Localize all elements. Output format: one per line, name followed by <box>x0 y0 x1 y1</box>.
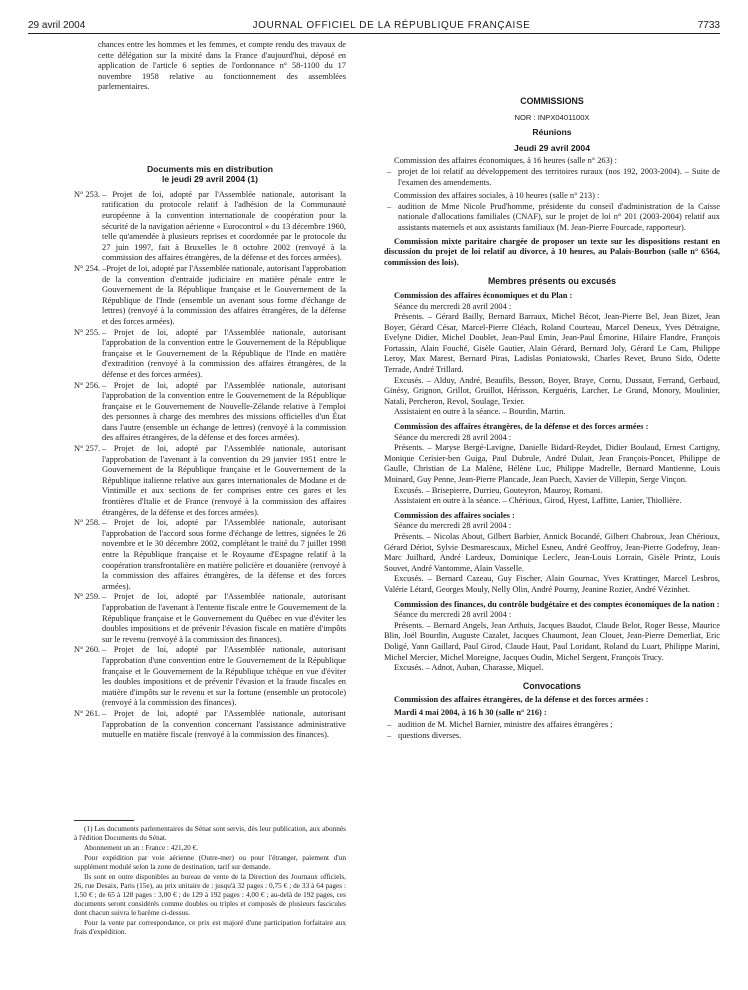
document-text: – Projet de loi, adopté par l'Assemblée nationale, autorisant la ratification du protocole relatif à l'adhésion de la Communauté européenne à la convention internationale de coopération pour la sécurité de la navigation aérienne « Eurocontrol » du 13 décembre 1960, telle qu'amendée à plusieurs reprises et coordonnée par le protocole du 27 juin 1997, fait à Bruxelles le 8 octobre 2002 (renvoyé à la commission des affaires étrangères, de la défense et des forces armées). <box>102 189 346 263</box>
c1-item: – projet de loi relatif au développement des territoires ruraux (nos 192, 2003-2004). – Suite de l'examen des amendements. <box>384 167 720 188</box>
footnotes <box>74 824 346 937</box>
document-text: – Projet de loi, adopté par l'Assemblée nationale, autorisant l'approbation de l'avenant à l'entente fiscale entre le Gouvernement de la République française et le Gouvernement du Québec en vue d'éviter les doubles impositions et de prévenir l'évasion fiscale en matière d'impôts sur le revenu (renvoyé à la commission des finances). <box>102 592 346 644</box>
g3-excuses: Excusés. – Bernard Cazeau, Guy Fischer, Alain Gournac, Yves Krattinger, Marcel Lesbros, Valérie Létard, Georges Mouly, Nelly Olin, André Pourny, Jeanine Rozier, André Vézinhet. <box>384 574 720 594</box>
g3-seance: Séance du mercredi 28 avril 2004 : <box>394 521 512 531</box>
document-item <box>74 444 346 518</box>
reunions-title: Réunions <box>532 127 572 138</box>
document-number: N° 256. <box>74 380 101 390</box>
g1-excuses: Excusés. – Alduy, André, Beaufils, Besson, Boyer, Braye, Cornu, Dussaut, Ferrand, Gerbaud, Ginésy, Grignon, Grillot, Gruillot, Hérisson, Kerguéris, Larcher, Le Grand, Monory, Moulinier, Natali, Percheron, Revol, Soulage, Texier. <box>384 375 720 406</box>
document-item <box>74 709 346 741</box>
convocation-list <box>384 720 720 741</box>
document-item <box>74 190 346 264</box>
document-item <box>74 518 346 592</box>
g2-head: Commission des affaires étrangères, de la défense et des forces armées : <box>394 422 649 432</box>
right-column <box>384 96 720 742</box>
page-header <box>28 18 720 32</box>
document-item <box>74 328 346 381</box>
document-number: N° 258. <box>74 518 101 528</box>
g3-head: Commission des affaires sociales : <box>394 510 515 520</box>
document-text: – Projet de loi, adopté par l'Assemblée nationale, autorisant l'approbation de la convention entre le Gouvernement de la République française et le Gouvernement de la République de l'Inde en matière d'extradition (renvoyé à la commission des affaires étrangères, de la défense et des forces armées). <box>102 327 346 379</box>
document-number: N° 253. <box>74 189 101 199</box>
convocations-title: Convocations <box>522 680 582 691</box>
g2-assist: Assistaient en outre à la séance. – Chérioux, Girod, Hyest, Laffitte, Lanier, Thiollière. <box>394 496 682 506</box>
g2-excuses: Excusés. – Brisepierre, Durrieu, Gouteyron, Mauroy, Romani. <box>394 485 603 495</box>
g2-seance: Séance du mercredi 28 avril 2004 : <box>394 432 512 442</box>
g2-presents: Présents. – Maryse Bergé-Lavigne, Danielle Bidard-Reydet, Didier Boulaud, Ernest Cartigny, Monique Cerisier-ben Guiga, Paul Dubrule, André Dulait, Jean François-Poncet, Philippe de Gaulle, Christian de La Malène, Hélène Luc, Philippe Madrelle, Bernard Mantienne, Louis Moinard, Guy Penne, Jean-Pierre Plancade, Jean Puech, Xavier de Villepin, Serge Vinçon. <box>384 443 720 484</box>
c2-head: Commission des affaires sociales, à 10 heures (salle n° 213) : <box>394 191 600 201</box>
commissions-title: COMMISSIONS <box>520 96 584 106</box>
g4-seance: Séance du mercredi 28 avril 2004 : <box>394 610 512 620</box>
g1-seance: Séance du mercredi 28 avril 2004 : <box>394 301 512 311</box>
cmp-paragraph: Commission mixte paritaire chargée de proposer un texte sur les dispositions restant en discussion du projet de loi relatif au divorce, à 10 heures, au Palais-Bourbon (salle n° 6564, commission des lois). <box>384 236 720 267</box>
g1-assist: Assistaient en outre à la séance. – Bourdin, Martin. <box>394 407 566 417</box>
document-item <box>74 264 346 328</box>
c1-head: Commission des affaires économiques, à 16 heures (salle n° 263) : <box>394 156 617 166</box>
document-number: N° 260. <box>74 645 101 655</box>
document-item <box>74 645 346 709</box>
header-date: 29 avril 2004 <box>28 19 86 31</box>
document-number: N° 255. <box>74 327 101 337</box>
header-rule <box>28 33 720 34</box>
header-page-number: 7733 <box>697 19 720 31</box>
footnote-rule <box>74 820 134 821</box>
document-number: N° 254. <box>74 263 101 273</box>
nor-reference: NOR : INPX0401100X <box>514 112 590 122</box>
document-text: – Projet de loi, adopté par l'Assemblée nationale, autorisant l'approbation de l'accord sous forme d'échange de lettres, signées le 26 novembre et le 30 décembre 2002, complétant le traité du 7 juillet 1998 entre la République française et le Royaume d'Espagne relatif à la coopération transfrontalière en matière policière et douanière (renvoyé à la commission des affaires étrangères, de la défense et des forces armées). <box>102 518 346 591</box>
document-text: – Projet de loi, adopté par l'Assemblée nationale, autorisant l'approbation de l'avenant à la convention du 29 janvier 1951 entre le Gouvernement de la République française et le Gouvernement de la République italienne relative aux gares internationales de Modane et de Vintimille et aux sections de fer comprises entre ces gares et les frontières d'Italie et de France (renvoyé à la commission des affaires étrangères, de la défense et des forces armées). <box>102 444 346 517</box>
g3-presents: Présents. – Nicolas About, Gilbert Barbier, Annick Bocandé, Gilbert Chabroux, Jean Chérioux, Gérard Dériot, Sylvie Desmarescaux, Michel Esneu, André Geoffroy, Jean-Pierre Godefroy, Jean-Marc Juilhard, André Lardeux, Dominique Leclerc, Jean-Louis Lorrain, Gisèle Printz, Louis Souvet, André Vantomme, Alain Vasselle. <box>384 531 720 573</box>
c2-item: – audition de Mme Nicole Prud'homme, présidente du conseil d'administration de la Caisse nationale d'allocations familiales (CNAF), sur le projet de loi n° 201 (2003-2004) relatif aux assistants maternels et aux assistants familiaux (M. Jean-Pierre Fourcade, rapporteur). <box>384 202 720 234</box>
footnote-paragraph: Abonnement un an : France : 421,20 €. <box>84 843 199 852</box>
conv-date: Mardi 4 mai 2004, à 16 h 30 (salle n° 216) : <box>394 707 547 717</box>
document-text: –Projet de loi, adopté par l'Assemblée nationale, autorisant l'approbation de la convention d'entraide judiciaire en matière pénale entre le Gouvernement de la République française et le Gouvernement de la République de l'Inde (ensemble un avenant sous forme d'échange de lettres) (renvoyé à la commission des affaires étrangères, de la défense et des forces armées). <box>102 263 346 326</box>
docs-title: Documents mis en distribution <box>146 164 274 174</box>
document-text: – Projet de loi, adopté par l'Assemblée nationale, autorisant l'approbation d'une convention entre le Gouvernement de la République française et le Gouvernement de la République tchèque en vue d'éviter les doubles impositions et de prévenir l'évasion et la fraude fiscales en matière d'impôts sur le revenu et sur la fortune (ensemble un protocole) (renvoyé à la commission des finances). <box>102 645 346 708</box>
document-text: – Projet de loi, adopté par l'Assemblée nationale, autorisant l'approbation de la convention concernant l'assistance administrative mutuelle en matière fiscale (renvoyé à la commission des finances). <box>102 708 346 740</box>
document-list <box>74 190 346 741</box>
footnote-paragraph: Pour expédition par voie aérienne (Outre-mer) ou pour l'étranger, paiement d'un supplément modulé selon la zone de destination, tarif sur demande. <box>74 853 346 871</box>
document-number: N° 257. <box>74 444 101 454</box>
document-item <box>74 592 346 645</box>
footnote-paragraph: Pour la vente par correspondance, ce prix est majoré d'une participation forfaitaire aux frais d'expédition. <box>74 918 346 936</box>
docs-subtitle: le jeudi 29 avril 2004 (1) <box>161 174 259 185</box>
conv-head: Commission des affaires étrangères, de la défense et des forces armées : <box>394 695 649 705</box>
g4-head: Commission des finances, du contrôle budgétaire et des comptes économiques de la nation : <box>394 599 720 609</box>
convocation-item: – audition de M. Michel Barnier, ministre des affaires étrangères ; <box>384 720 720 731</box>
left-column <box>74 164 346 741</box>
document-number: N° 261. <box>74 708 101 718</box>
members-title: Membres présents ou excusés <box>487 276 617 287</box>
footnote-paragraph: Ils sont en outre disponibles au bureau de vente de la Direction des Journaux officiels, 26, rue Desaix, Paris (15e), au prix unitaire de : jusqu'à 32 pages : 0,75 € ; de 33 à 64 pages : 1,50 € ; de 65 à 128 pages : 3,00 € ; de 129 à 192 pages : 4,00 € ; au-delà de 192 pages, ces documents seront considérés comme doubles ou triples et composés de plusieurs fascicules dont chacun suivra le barème ci-dessus. <box>74 872 346 917</box>
intro-paragraph: chances entre les hommes et les femmes, et compte rendu des travaux de cette délégation sur la mixité dans la France d'aujourd'hui, déposé en application de l'article 6 septies de l'ordonnance n° 58-1100 du 17 novembre 1958 relative au fonctionnement des assemblées parlementaires. <box>98 40 346 92</box>
convocation-item: – questions diverses. <box>384 731 720 742</box>
document-item <box>74 381 346 445</box>
g4-excuses: Excusés. – Adnot, Auban, Charasse, Miquel. <box>394 663 544 673</box>
header-title: JOURNAL OFFICIEL DE LA RÉPUBLIQUE FRANÇAISE <box>252 19 531 31</box>
footnote-paragraph: (1) Les documents parlementaires du Sénat sont servis, dès leur publication, aux abonnés à l'édition Documents du Sénat. <box>74 824 346 842</box>
document-number: N° 259. <box>74 592 101 602</box>
g1-presents: Présents. – Gérard Bailly, Bernard Barraux, Michel Bécot, Jean-Pierre Bel, Jean Bizet, Jean Boyer, Gérard César, Marcel-Pierre Cléach, Roland Courteau, Marcel Deneux, Yves Détraigne, Evelyne Didier, Michel Doublet, Jean-Paul Emin, Jean-Paul Émorine, Hilaire Flandre, François Fortassin, Alain Fouché, Gisèle Gautier, Alain Gérard, Bernard Joly, Gérard Le Cam, Philippe Leroy, Max Marest, Bernard Piras, Ladislas Poniatowski, Charles Revet, Bruno Sido, Odette Terrade, André Trillard. <box>384 312 720 375</box>
reunions-date: Jeudi 29 avril 2004 <box>514 142 590 153</box>
g1-head: Commission des affaires économiques et du Plan : <box>394 290 573 300</box>
document-text: – Projet de loi, adopté par l'Assemblée nationale, autorisant l'approbation de la convention entre le Gouvernement de la République française et le Gouvernement de Nouvelle-Zélande relative à l'emploi des personnes à charge des membres des missions officielles d'un État dans l'autre (ensemble un échange de lettres) (renvoyé à la commission des affaires étrangères, de la défense et des forces armées). <box>102 380 346 443</box>
g4-presents: Présents. – Bernard Angels, Jean Arthuis, Jacques Baudot, Claude Belot, Roger Besse, Maurice Blin, Joël Bourdin, Auguste Cazalet, Jacques Chaumont, Jean Clouet, Jean-Pierre Demerliat, Eric Doligé, Yann Gaillard, Paul Girod, Claude Haut, Paul Loridant, Roland du Luart, Philippe Marini, Michel Mercier, Michel Moreigne, Jacques Oudin, Michel Sergent, François Trucy. <box>384 620 720 662</box>
